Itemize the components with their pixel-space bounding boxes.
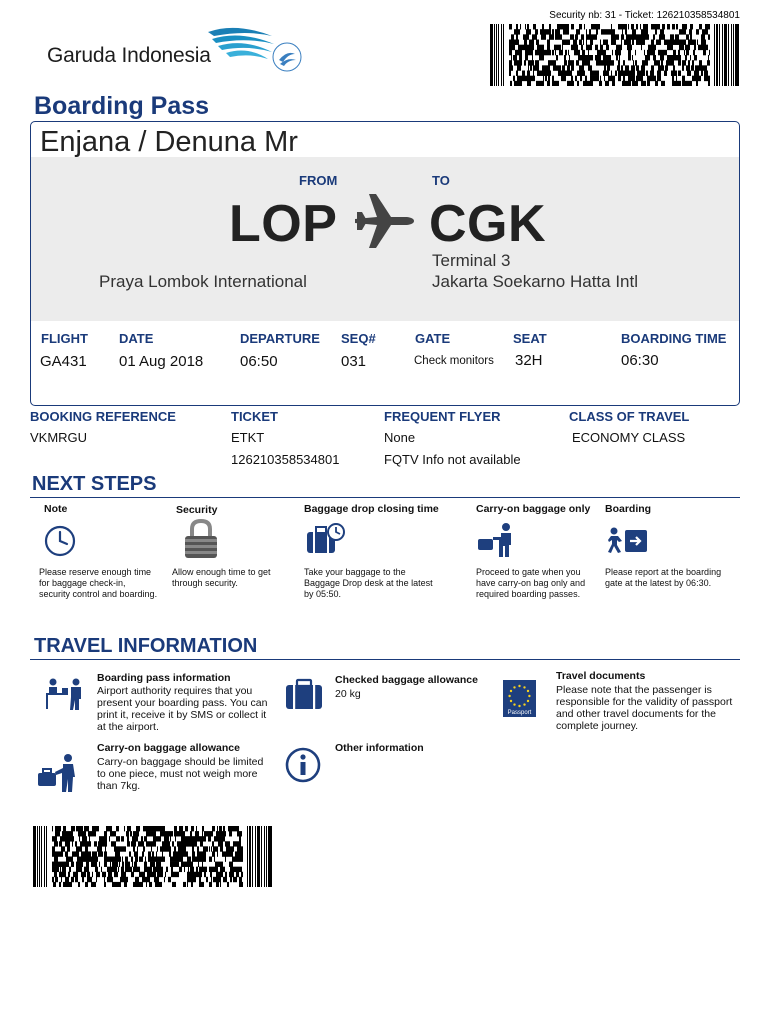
ticket-label: TICKET <box>231 409 278 424</box>
boarding-pass-info-heading: Boarding pass information <box>97 672 231 684</box>
destination-code: CGK <box>429 195 547 253</box>
airplane-icon <box>353 190 415 252</box>
ticket-number: 126210358534801 <box>231 452 340 467</box>
travel-information-divider <box>30 659 740 660</box>
boarding-pass-info-text: Airport authority requires that you present your boarding pass. You can print it, receive it by SMS or collect it at the airport. <box>97 685 268 733</box>
check-in-desk-icon <box>44 677 86 711</box>
boarding-time: 06:30 <box>621 352 659 369</box>
fqtv-info: FQTV Info not available <box>384 452 521 467</box>
next-steps-divider <box>30 497 740 498</box>
frequent-flyer: None <box>384 430 416 445</box>
step-security-text: Allow enough time to get through security. <box>172 567 271 588</box>
suitcase-icon <box>285 678 323 710</box>
travel-information-title: TRAVEL INFORMATION <box>34 635 258 657</box>
boarding-time-label: BOARDING TIME <box>621 331 727 346</box>
class-of-travel: ECONOMY CLASS <box>572 430 686 445</box>
step-carry-on-heading: Carry-on baggage only <box>476 503 591 515</box>
barcode-top-icon <box>490 24 740 86</box>
travel-documents-heading: Travel documents <box>556 670 646 682</box>
passport-icon <box>503 680 536 717</box>
to-label: TO <box>432 173 450 188</box>
class-of-travel-label: CLASS OF TRAVEL <box>569 409 690 424</box>
carry-on-allowance-text: Carry-on baggage should be limited to one piece, must not weigh more than 7kg. <box>97 756 264 792</box>
step-boarding-text: Please report at the boarding gate at the latest by 06:30. <box>605 567 722 588</box>
booking-reference: VKMRGU <box>30 430 88 445</box>
skyteam-logo-icon <box>270 40 304 74</box>
departure-label: DEPARTURE <box>240 331 320 346</box>
destination-airport: Jakarta Soekarno Hatta Intl <box>432 272 639 291</box>
carry-on-allowance-heading: Carry-on baggage allowance <box>97 742 240 754</box>
departure-time: 06:50 <box>240 353 278 370</box>
sequence-number: 031 <box>341 353 367 370</box>
flight-date: 01 Aug 2018 <box>119 353 204 370</box>
carry-on-traveler-icon <box>36 753 80 793</box>
passenger-name: Enjana / Denuna Mr <box>40 126 298 158</box>
passport-word: Passport <box>507 710 532 716</box>
step-baggage-drop-heading: Baggage drop closing time <box>304 503 439 515</box>
destination-terminal: Terminal 3 <box>432 251 511 270</box>
step-note-text: Please reserve enough time for baggage check-in, security control and boarding. <box>39 567 158 599</box>
origin-code: LOP <box>229 195 338 253</box>
clock-icon <box>41 521 81 561</box>
barcode-bottom-icon <box>33 826 273 887</box>
security-number-line: Security nb: 31 - Ticket: 126210358534801 <box>549 10 740 21</box>
step-baggage-drop-text: Take your baggage to the Baggage Drop desk at the latest by 05:50. <box>304 567 433 599</box>
checked-baggage-allowance: 20 kg <box>335 688 361 700</box>
flight-number: GA431 <box>40 353 87 370</box>
other-information-heading: Other information <box>335 742 424 754</box>
airline-logo-text: Garuda Indonesia <box>47 44 211 67</box>
flight-label: FLIGHT <box>41 331 88 346</box>
gate-value: Check monitors <box>414 355 494 367</box>
boarding-pass-title: Boarding Pass <box>34 92 210 120</box>
padlock-icon <box>179 517 223 561</box>
date-label: DATE <box>119 331 154 346</box>
ticket-type: ETKT <box>231 430 265 445</box>
origin-airport: Praya Lombok International <box>99 272 307 291</box>
checked-baggage-heading: Checked baggage allowance <box>335 674 478 686</box>
from-label: FROM <box>299 173 338 188</box>
garuda-bird-logo-icon <box>206 22 278 66</box>
gate-label: GATE <box>415 331 451 346</box>
boarding-gate-icon <box>607 527 649 555</box>
booking-reference-label: BOOKING REFERENCE <box>30 409 176 424</box>
traveler-bag-icon <box>476 522 516 558</box>
step-note-heading: Note <box>44 503 68 515</box>
travel-documents-text: Please note that the passenger is responsible for the validity of passport and other travel documents for the complete journey. <box>556 684 733 732</box>
seat-label: SEAT <box>513 331 547 346</box>
baggage-clock-icon <box>305 522 347 556</box>
step-boarding-heading: Boarding <box>605 503 652 515</box>
info-icon <box>284 746 322 784</box>
next-steps-title: NEXT STEPS <box>32 473 157 495</box>
seq-label: SEQ# <box>341 331 376 346</box>
seat-number: 32H <box>515 352 543 369</box>
step-security-heading: Security <box>176 504 218 516</box>
frequent-flyer-label: FREQUENT FLYER <box>384 409 501 424</box>
step-carry-on-text: Proceed to gate when you have carry-on bag only and required boarding passes. <box>476 567 586 599</box>
